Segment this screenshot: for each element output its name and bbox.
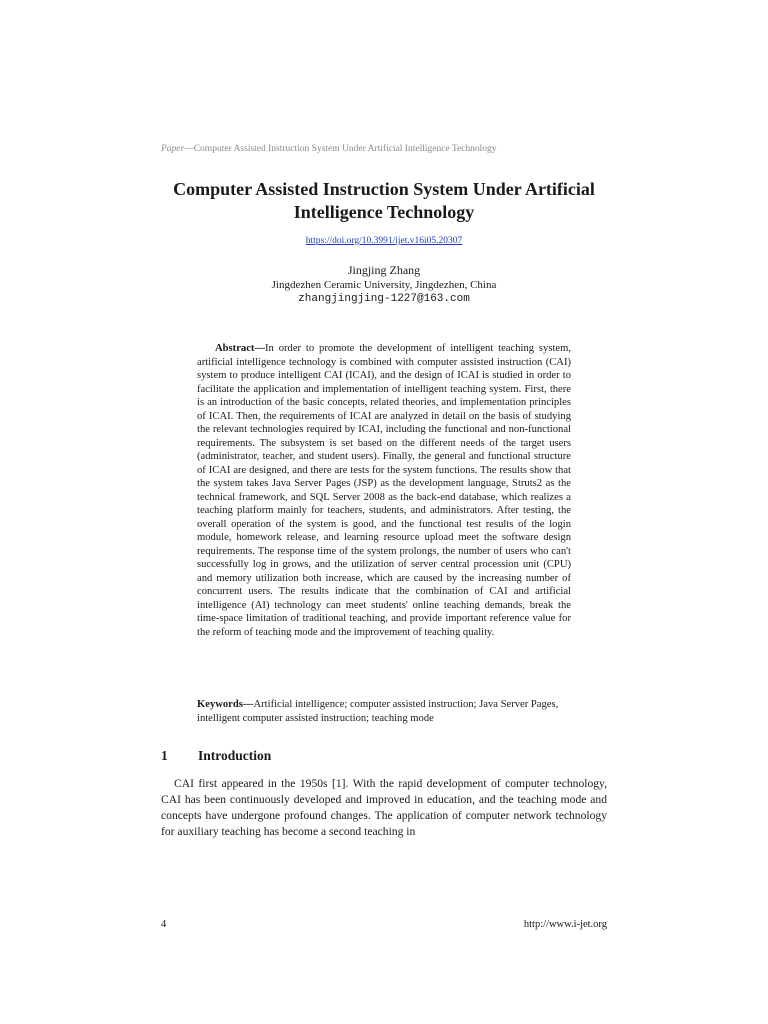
keywords-text: Artificial intelligence; computer assisted instruction; Java Server Pages, intelligent computer assisted instruction; teaching mode	[197, 699, 559, 724]
section-number: 1	[161, 748, 168, 763]
running-header-label: Paper	[161, 144, 185, 154]
page-number: 4	[161, 919, 167, 930]
abstract	[197, 342, 571, 639]
footer-url: http://www.i-jet.org	[523, 919, 607, 930]
author-name: Jingjing Zhang	[347, 263, 421, 277]
doi-link[interactable]: https://doi.org/10.3991/ijet.v16i05.20307	[305, 236, 463, 246]
running-header-title: —Computer Assisted Instruction System Under Artificial Intelligence Technology	[184, 144, 497, 154]
section-title: Introduction	[198, 748, 272, 763]
introduction-paragraph: CAI first appeared in the 1950s [1]. With the rapid development of computer technology, CAI has been continuously developed and improved in education, and the teaching mode and concepts have undergone profound changes. The application of computer network technology for auxiliary teaching has become a second teaching in	[161, 777, 607, 838]
author-affiliation: Jingdezhen Ceramic University, Jingdezhen, China	[271, 279, 497, 291]
author-email: zhangjingjing-1227@163.com	[298, 293, 470, 305]
abstract-label: Abstract—	[215, 343, 266, 354]
paper-title: Computer Assisted Instruction System Under Artificial Intelligence Technology	[173, 179, 595, 222]
keywords	[197, 698, 571, 725]
abstract-text: In order to promote the development of intelligent teaching system, artificial intelligence technology is combined with computer assisted instruction (CAI) system to produce intelligent CAI (ICAI), and the design of ICAI is studied in order to facilitate the application and implementation of intelligent teaching system. First, there is an introduction of the basic concepts, related theories, and implementation principles of ICAI. Then, the requirements of ICAI are analyzed in detail on the basis of studying the relevant technologies required by ICAI, including the functional and non-functional requirements. The subsystem is set based on the different needs of the target users (administrator, teacher, and student users). Finally, the general and functional structure of ICAI are designed, and there are tests for the system functions. The results show that the system takes Java Server Pages (JSP) as the development language, Struts2 as the technical framework, and SQL Server 2008 as the back-end database, which realizes a teaching platform mainly for teachers, students, and administrators. After testing, the overall operation of the system is good, and the functional test results of the login module, homework release, and learning resource upload meet the software design requirements. The response time of the system prolongs, the number of users who can't successfully log in grows, and the utilization of server central procession unit (CPU) and memory utilization both increase, which are caused by the increasing number of concurrent users. The results indicate that the combination of CAI and artificial intelligence (AI) technology can meet students' online teaching demands, break the time-space limitation of traditional teaching, and provide important reference value for the reform of teaching mode and the improvement of teaching quality.	[197, 343, 571, 638]
section-heading	[161, 748, 607, 764]
running-header	[161, 144, 607, 154]
keywords-label: Keywords—	[197, 699, 254, 710]
